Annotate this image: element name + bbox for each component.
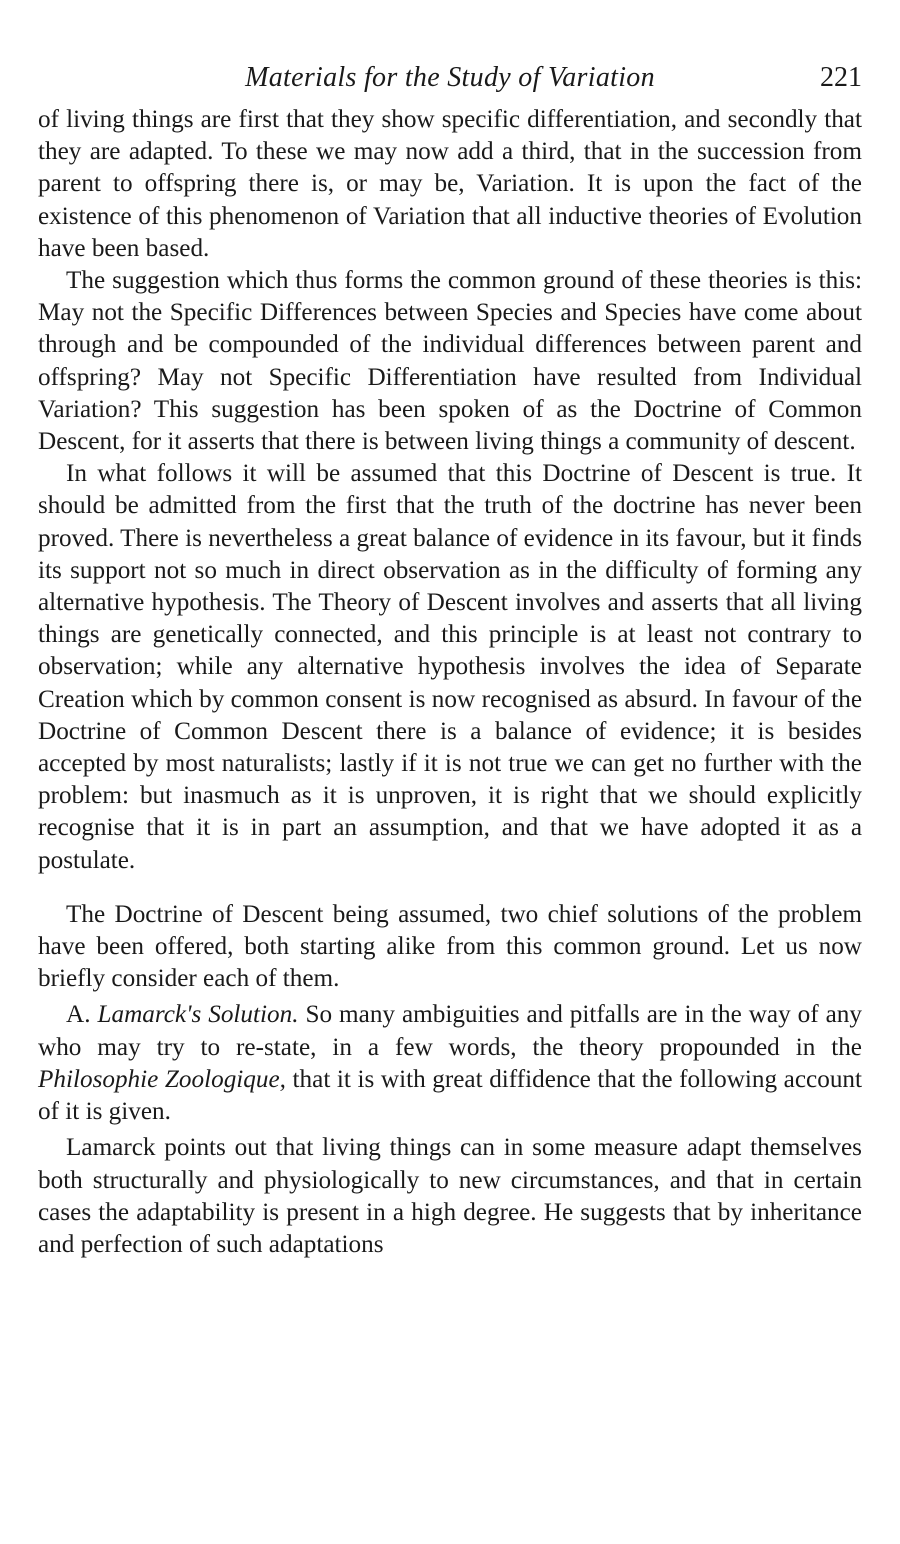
running-title: Materials for the Study of Variation — [245, 62, 655, 93]
section-label: A. — [66, 1001, 98, 1029]
paragraph-lamarck-solution — [38, 999, 862, 1128]
section-heading: Lamarck's Solution. — [97, 1001, 299, 1029]
work-title: Philosophie Zoologique, — [38, 1065, 286, 1093]
paragraph-text: So many ambiguities and pitfalls are in the way of any who may try to re-state, in a few words, the theory propounded in the — [38, 1001, 862, 1061]
paragraph-doctrine-of-descent: In what follows it will be assumed that this Doctrine of Descent is true. It should be admitted from the first that the truth of the doctrine has never been proved. There is nevertheless a great balance of evidence in its favour, but it finds its support not so much in direct observation as in the difficulty of forming any alternative hypothesis. The Theory of Descent involves and asserts that all living things are genetically connected, and this principle is at least not contrary to observation; while any alternative hypothesis involves the idea of Separate Creation which by common consent is now recognised as absurd. In favour of the Doctrine of Common Descent there is a balance of evidence; it is besides accepted by most naturalists; lastly if it is not true we can get no further with the problem: but inasmuch as it is unproven, it is right that we should explicitly recognise that it is in part an assumption, and that we have adopted it as a postulate. — [38, 460, 862, 874]
book-page — [38, 62, 862, 1261]
running-head — [38, 62, 862, 104]
paragraph-common-descent: The suggestion which thus forms the common ground of these theories is this: May not the Specific Differences between Species and Species have come about through and be compounded of the individual differences between parent and offspring? May not Specific Differentiation have resulted from Individual Variation? This suggestion has been spoken of as the Doctrine of Common Descent, for it asserts that there is between living things a community of descent. — [38, 267, 862, 456]
page-number: 221 — [820, 62, 862, 93]
paragraph-text: that it is with great diffidence that the following account of it is given. — [38, 1065, 862, 1126]
paragraph-two-solutions: The Doctrine of Descent being assumed, two chief solutions of the problem have been offered, both starting alike from this common ground. Let us now briefly consider each of them. — [38, 900, 862, 993]
paragraph-continuation: of living things are first that they show specific differentiation, and secondly that they are adapted. To these we may now add a third, that in the succession from parent to offspring there is, or may be, Variation. It is upon the fact of the existence of this phenomenon of Variation that all inductive theories of Evolution have been based. — [38, 106, 862, 262]
paragraph-lamarck-adaptation: Lamarck points out that living things can in some measure adapt themselves both structurally and physiologically to new circumstances, and that in certain cases the adaptability is present in a high degree. He suggests that by inheritance and perfection of such adaptations — [38, 1134, 862, 1258]
